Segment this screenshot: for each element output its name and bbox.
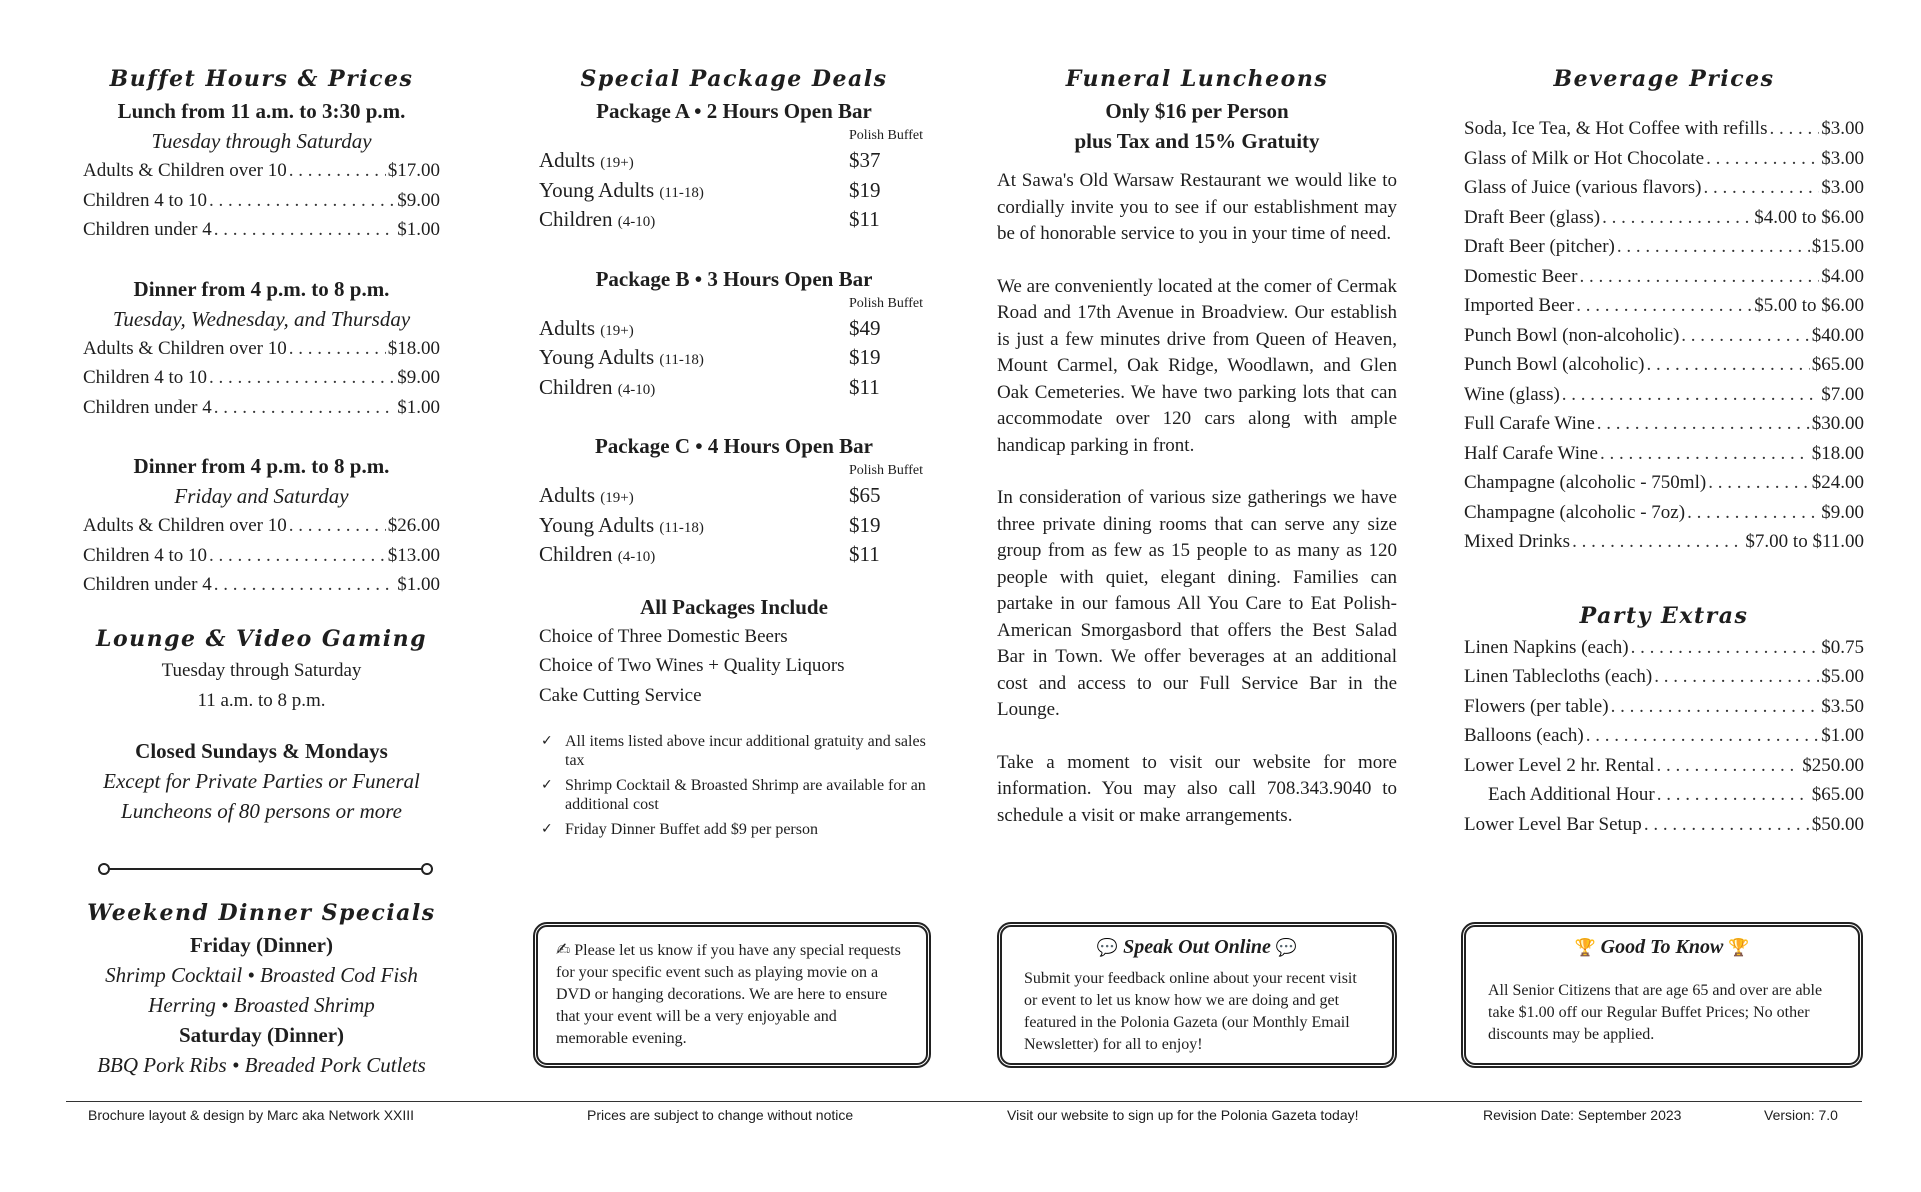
package-row: Children (4-10) $11 (539, 542, 880, 566)
footer-rule (66, 1101, 1862, 1102)
friday-title: Friday (Dinner) (190, 932, 333, 957)
package-row: Young Adults (11-18) $19 (539, 512, 881, 537)
good-to-know-box (1461, 922, 1863, 1068)
price-row: Full Carafe Wine . . . $30.00 (1464, 409, 1864, 439)
price-row: Punch Bowl (non-alcoholic) . . . $40.00 (1464, 321, 1864, 351)
lounge-heading: Lounge & Video Gaming (95, 625, 427, 652)
package-column-label: Polish Buffet (848, 295, 923, 311)
price-row: Children 4 to 10 . . . $13.00 (83, 541, 440, 571)
price-row: Draft Beer (glass) . . . $4.00 to $6.00 (1464, 203, 1864, 233)
package-notes (539, 732, 929, 839)
buffet-column (83, 62, 440, 1080)
price-row: Children 4 to 10 . . . $9.00 (83, 186, 440, 216)
price-row: Children under 4 . . . $1.00 (83, 393, 440, 423)
special-requests-text: Please let us know if you have any special requests for your specific event such as playing movie on a DVD or hanging decorations. We are here to ensure that your event will be a very enjoyable and memorable evening. (556, 942, 901, 1047)
dinner-weekday-days: Tuesday, Wednesday, and Thursday (112, 306, 411, 331)
package-title: Package B • 3 Hours Open Bar (595, 266, 873, 291)
funeral-paragraph: Take a moment to visit our website for more information. You may also call 708.343.9040 to schedule a visit or make arrangements. (997, 751, 1397, 826)
include-item: Choice of Two Wines + Quality Liquors (539, 655, 845, 676)
package-title: Package C • 4 Hours Open Bar (594, 434, 873, 458)
friday-line-1: Shrimp Cocktail • Broasted Cod Fish (105, 962, 418, 987)
beverage-price-list (1464, 114, 1864, 557)
closed-note-line-2: Luncheons of 80 persons or more (121, 798, 402, 823)
check-note: ✓ Friday Dinner Buffet add $9 per person (539, 820, 929, 839)
good-to-know-text: All Senior Citizens that are age 65 and over are able take $1.00 off our Regular Buffet Prices; No other discounts may be applied. (1488, 982, 1823, 1043)
package-row: Adults (19+) $37 (539, 148, 881, 172)
price-row: Adults & Children over 10 . . . $18.00 (83, 334, 440, 364)
price-row: Linen Tablecloths (each) . . . $5.00 (1464, 662, 1864, 692)
price-row: Adults & Children over 10 . . . $17.00 (83, 156, 440, 186)
funeral-heading: Funeral Luncheons (1065, 66, 1329, 92)
special-requests-box (533, 922, 931, 1068)
package-title: Package A • 2 Hours Open Bar (596, 99, 872, 123)
extras-heading: Party Extras (1579, 602, 1749, 629)
weekend-heading: Weekend Dinner Specials (87, 899, 436, 926)
funeral-paragraph: We are conveniently located at the comer of Cermak Road and 17th Avenue in Broadview. Our establish is just a few minutes drive from Queen of Heaven, Mount Carmel, Oak Ridge, Woodlawn, and Glen Oak Cemeteries. We have two parking lots that can accommodate over 120 cars along with ample handicap parking in front. (997, 275, 1397, 456)
package-row: Children (4-10) $11 (539, 207, 880, 231)
funeral-price-line-1: Only $16 per Person (1105, 99, 1289, 123)
dinner-weekday-title: Dinner from 4 p.m. to 8 p.m. (133, 276, 390, 301)
funeral-paragraph: At Sawa's Old Warsaw Restaurant we would like to cordially invite you to see if our establishment may be of honorable service to you in your time of need. (997, 170, 1397, 244)
speech-bubble-icon: 💬 (1275, 938, 1298, 958)
footer-website: Visit our website to sign up for the Polonia Gazeta today! (1007, 1107, 1359, 1123)
dinner-weekend-days: Friday and Saturday (174, 484, 349, 508)
price-row: Adults & Children over 10 . . . $26.00 (83, 511, 440, 541)
dinner-weekday-price-list (83, 334, 440, 423)
packages-column (539, 62, 929, 845)
package-c (539, 431, 929, 570)
check-note: ✓ Shrimp Cocktail & Broasted Shrimp are available for an additional cost (539, 776, 929, 814)
ornamental-divider (98, 862, 433, 876)
speak-out-title: 💬 Speak Out Online 💬 (1096, 936, 1298, 958)
price-row: Children under 4 . . . $1.00 (83, 215, 440, 245)
price-row: Draft Beer (pitcher) . . . $15.00 (1464, 232, 1864, 262)
footer-credit: Brochure layout & design by Marc aka Network XXIII (88, 1107, 415, 1123)
package-a (539, 96, 929, 235)
include-item: Cake Cutting Service (539, 684, 702, 706)
package-row: Adults (19+) $49 (539, 315, 881, 340)
friday-line-2: Herring • Broasted Shrimp (148, 992, 375, 1017)
price-row: Wine (glass) . . . $7.00 (1464, 380, 1864, 410)
price-row: Each Additional Hour . . . $65.00 (1464, 780, 1864, 810)
price-row: Children under 4 . . . $1.00 (83, 570, 440, 600)
speech-bubble-icon: 💬 (1096, 938, 1119, 958)
package-b (539, 264, 929, 403)
check-note: ✓ All items listed above incur additional gratuity and sales tax (539, 732, 929, 770)
price-row: Mixed Drinks . . . $7.00 to $11.00 (1464, 527, 1864, 557)
price-row: Imported Beer . . . $5.00 to $6.00 (1464, 291, 1864, 321)
price-row: Linen Napkins (each) . . . $0.75 (1464, 633, 1864, 663)
price-row: Children 4 to 10 . . . $9.00 (83, 363, 440, 393)
trophy-icon: 🏆 (1728, 938, 1750, 958)
price-row: Punch Bowl (alcoholic) . . . $65.00 (1464, 350, 1864, 380)
speak-out-text: Submit your feedback online about your recent visit or event to let us know how we are doing and get featured in the Polonia Gazeta (our Monthly Email Newsletter) for all to enjoy! (1024, 970, 1357, 1053)
funeral-paragraph: In consideration of various size gatherings we have three private dining rooms that can serve any size group from as few as 15 people to as many as 120 people with quiet, elegant dining. Families can partake in our famous All You Care to Eat Polish-American Smorgasbord that offers the Best Salad Bar in Town. We offer beverages at an additional cost and access to our Full Service Bar in the Lounge. (997, 487, 1397, 720)
dinner-weekend-title: Dinner from 4 p.m. to 8 p.m. (133, 454, 390, 478)
package-row: Young Adults (11-18) $19 (539, 345, 881, 369)
lunch-price-list (83, 156, 440, 245)
funeral-price-line-2: plus Tax and 15% Gratuity (1074, 129, 1320, 153)
price-row: Soda, Ice Tea, & Hot Coffee with refills . . . $3.00 (1464, 114, 1864, 144)
closed-note-line-1: Except for Private Parties or Funeral (103, 768, 420, 793)
includes-title: All Packages Include (640, 594, 828, 619)
closed-title: Closed Sundays & Mondays (135, 738, 388, 763)
price-row: Domestic Beer . . . $4.00 (1464, 262, 1864, 292)
price-row: Glass of Juice (various flavors) . . . $3.00 (1464, 173, 1864, 203)
footer-notice: Prices are subject to change without notice (587, 1107, 854, 1123)
lunch-days: Tuesday through Saturday (151, 129, 372, 153)
dinner-weekend-price-list (83, 511, 440, 600)
include-item: Choice of Three Domestic Beers (539, 625, 788, 647)
lounge-hours: 11 a.m. to 8 p.m. (197, 689, 326, 711)
footer-revision: Revision Date: September 2023 (1483, 1107, 1682, 1123)
trophy-icon: 🏆 (1574, 938, 1596, 958)
price-row: Lower Level 2 hr. Rental . . . $250.00 (1464, 751, 1864, 781)
price-row: Half Carafe Wine . . . $18.00 (1464, 439, 1864, 469)
beverage-heading: Beverage Prices (1553, 66, 1775, 92)
price-row: Lower Level Bar Setup . . . $50.00 (1464, 810, 1864, 840)
price-row: Champagne (alcoholic - 750ml) . . . $24.00 (1464, 468, 1864, 498)
package-row: Young Adults (11-18) $19 (539, 177, 881, 202)
extras-price-list (1464, 633, 1864, 840)
price-row: Glass of Milk or Hot Chocolate . . . $3.00 (1464, 144, 1864, 174)
speak-out-box (997, 922, 1397, 1068)
beverage-column (1464, 62, 1864, 839)
package-column-label: Polish Buffet (848, 128, 923, 143)
saturday-title: Saturday (Dinner) (178, 1022, 345, 1047)
price-row: Champagne (alcoholic - 7oz) . . . $9.00 (1464, 498, 1864, 528)
good-to-know-title: 🏆 Good To Know 🏆 (1574, 936, 1750, 958)
price-row: Flowers (per table) . . . $3.50 (1464, 692, 1864, 722)
writing-hand-icon: ✍ (556, 940, 571, 960)
lounge-days: Tuesday through Saturday (161, 659, 362, 681)
saturday-line-1: BBQ Pork Ribs • Breaded Pork Cutlets (97, 1052, 426, 1077)
footer-version: Version: 7.0 (1764, 1107, 1838, 1123)
funeral-column (997, 62, 1397, 829)
package-column-label: Polish Buffet (848, 463, 923, 478)
buffet-heading: Buffet Hours & Prices (109, 66, 414, 92)
package-row: Adults (19+) $65 (539, 483, 881, 507)
packages-heading: Special Package Deals (580, 66, 888, 92)
lunch-title: Lunch from 11 a.m. to 3:30 p.m. (117, 99, 406, 123)
package-row: Children (4-10) $11 (539, 374, 880, 399)
price-row: Balloons (each) . . . $1.00 (1464, 721, 1864, 751)
